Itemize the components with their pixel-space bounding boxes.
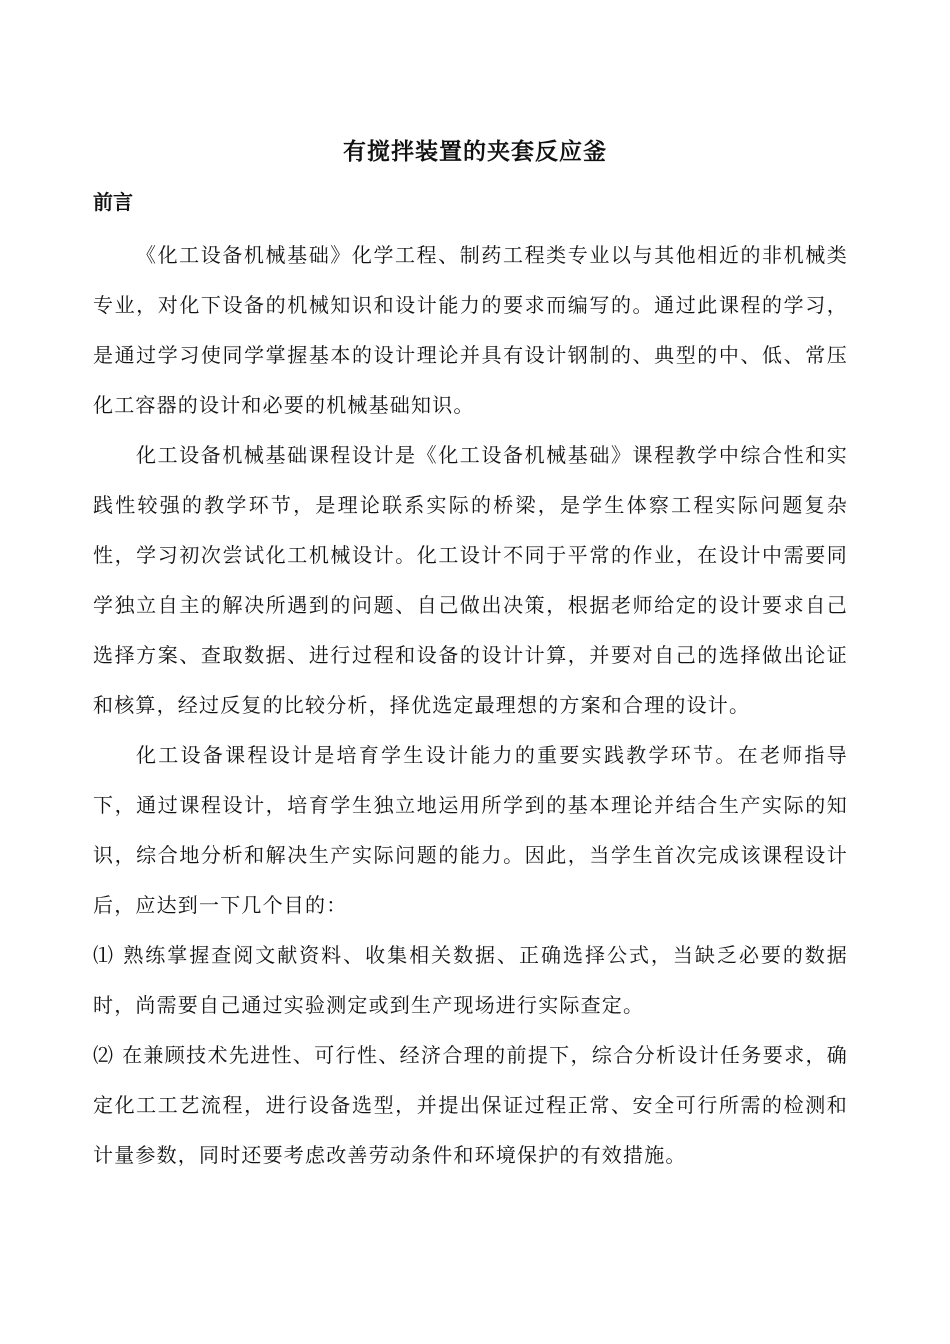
document-title: 有搅拌装置的夹套反应釜 bbox=[343, 138, 607, 165]
paragraph-intro: 《化工设备机械基础》化学工程、制药工程类专业以与其他相近的非机械类专业，对化下设备的机械知识和设计能力的要求而编写的。通过此课程的学习，是通过学习使同学掌握基本的设计理论并具有设计钢制的、典型的中、低、常压化工容器的设计和必要的机械基础知识。 bbox=[93, 243, 848, 417]
paragraph-goals: 化工设备课程设计是培育学生设计能力的重要实践教学环节。在老师指导下，通过课程设计，培育学生独立地运用所学到的基本理论并结合生产实际的知识，综合地分析和解决生产实际问题的能力。因此，当学生首次完成该课程设计后，应达到一下几个目的： bbox=[93, 743, 848, 917]
section-heading: 前言 bbox=[93, 190, 133, 214]
list-item-1: ⑴ 熟练掌握查阅文献资料、收集相关数据、正确选择公式，当缺乏必要的数据时，尚需要自己通过实验测定或到生产现场进行实际查定。 bbox=[93, 943, 848, 1017]
paragraph-course-design: 化工设备机械基础课程设计是《化工设备机械基础》课程教学中综合性和实践性较强的教学环节，是理论联系实际的桥梁，是学生体察工程实际问题复杂性，学习初次尝试化工机械设计。化工设计不同于平常的作业，在设计中需要同学独立自主的解决所遇到的问题、自己做出决策，根据老师给定的设计要求自己选择方案、查取数据、进行过程和设备的设计计算，并要对自己的选择做出论证和核算，经过反复的比较分析，择优选定最理想的方案和合理的设计。 bbox=[93, 443, 848, 717]
list-item-2: ⑵ 在兼顾技术先进性、可行性、经济合理的前提下，综合分析设计任务要求，确定化工工艺流程，进行设备选型，并提出保证过程正常、安全可行所需的检测和计量参数，同时还要考虑改善劳动条件和环境保护的有效措施。 bbox=[93, 1043, 848, 1167]
body-text bbox=[93, 230, 848, 1180]
